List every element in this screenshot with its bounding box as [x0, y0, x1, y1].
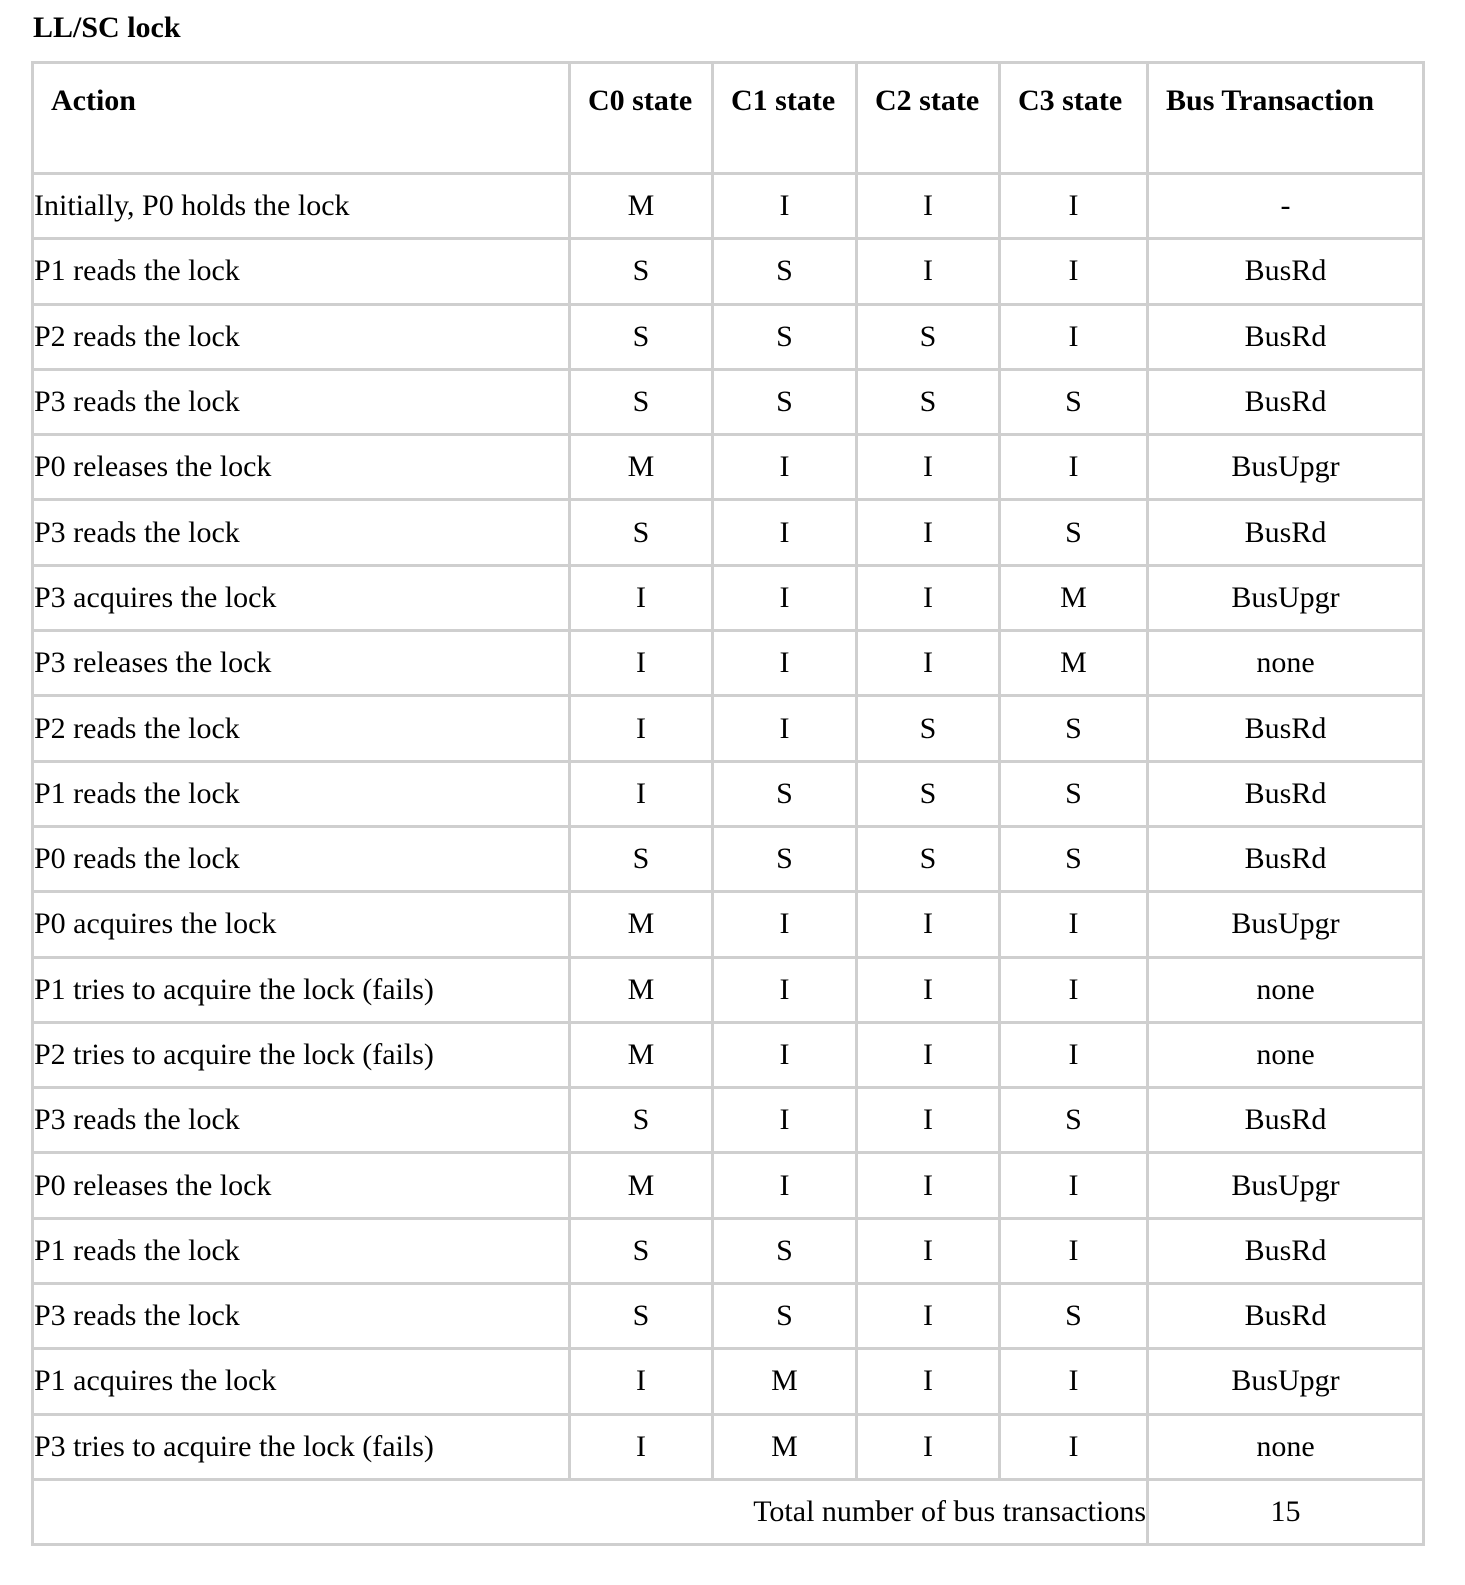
bus-transaction-cell: BusRd — [1148, 1284, 1424, 1349]
action-cell: P3 reads the lock — [33, 369, 570, 434]
table-row — [33, 826, 1424, 891]
action-cell: P0 acquires the lock — [33, 892, 570, 957]
c3-state-cell: S — [1000, 500, 1148, 565]
bus-transaction-cell: BusUpgr — [1148, 435, 1424, 500]
bus-transaction-cell: none — [1148, 1414, 1424, 1479]
c2-state-cell: I — [857, 1284, 1000, 1349]
action-cell: P2 tries to acquire the lock (fails) — [33, 1022, 570, 1087]
c1-state-cell: I — [713, 1088, 857, 1153]
c1-state-cell: S — [713, 826, 857, 891]
c3-state-cell: I — [1000, 1414, 1148, 1479]
c3-state-cell: I — [1000, 1349, 1148, 1414]
c3-state-cell: S — [1000, 761, 1148, 826]
c0-state-cell: S — [570, 826, 713, 891]
c3-state-cell: S — [1000, 1088, 1148, 1153]
c2-state-cell: I — [857, 957, 1000, 1022]
header-bus-transaction: Bus Transaction — [1148, 63, 1424, 174]
c1-state-cell: M — [713, 1414, 857, 1479]
action-cell: P3 tries to acquire the lock (fails) — [33, 1414, 570, 1479]
action-cell: P0 releases the lock — [33, 435, 570, 500]
c0-state-cell: S — [570, 1088, 713, 1153]
c2-state-cell: I — [857, 565, 1000, 630]
table-row — [33, 1284, 1424, 1349]
table-row — [33, 892, 1424, 957]
c2-state-cell: S — [857, 826, 1000, 891]
header-c1-state: C1 state — [713, 63, 857, 174]
table-row — [33, 1218, 1424, 1283]
c1-state-cell: S — [713, 304, 857, 369]
header-c2-state: C2 state — [857, 63, 1000, 174]
c0-state-cell: I — [570, 565, 713, 630]
c2-state-cell: I — [857, 1022, 1000, 1087]
table-row — [33, 631, 1424, 696]
table-row — [33, 369, 1424, 434]
c1-state-cell: S — [713, 239, 857, 304]
c0-state-cell: M — [570, 957, 713, 1022]
c3-state-cell: S — [1000, 696, 1148, 761]
c3-state-cell: I — [1000, 957, 1148, 1022]
bus-transaction-cell: BusRd — [1148, 761, 1424, 826]
c2-state-cell: S — [857, 369, 1000, 434]
c0-state-cell: I — [570, 761, 713, 826]
bus-transaction-cell: none — [1148, 631, 1424, 696]
c1-state-cell: M — [713, 1349, 857, 1414]
c2-state-cell: I — [857, 239, 1000, 304]
table-row — [33, 957, 1424, 1022]
c1-state-cell: I — [713, 696, 857, 761]
total-value: 15 — [1148, 1479, 1424, 1544]
c1-state-cell: I — [713, 631, 857, 696]
bus-transaction-cell: BusRd — [1148, 1088, 1424, 1153]
action-cell: P3 releases the lock — [33, 631, 570, 696]
c1-state-cell: I — [713, 892, 857, 957]
bus-transaction-cell: BusRd — [1148, 304, 1424, 369]
c2-state-cell: I — [857, 631, 1000, 696]
c2-state-cell: I — [857, 500, 1000, 565]
action-cell: P3 acquires the lock — [33, 565, 570, 630]
c3-state-cell: I — [1000, 1218, 1148, 1283]
c3-state-cell: S — [1000, 1284, 1148, 1349]
action-cell: P1 acquires the lock — [33, 1349, 570, 1414]
table-row — [33, 1414, 1424, 1479]
c3-state-cell: M — [1000, 565, 1148, 630]
c0-state-cell: I — [570, 1349, 713, 1414]
bus-transaction-cell: none — [1148, 1022, 1424, 1087]
table-body — [33, 174, 1424, 1480]
table-row — [33, 1153, 1424, 1218]
c0-state-cell: S — [570, 1218, 713, 1283]
total-row — [33, 1479, 1424, 1544]
c2-state-cell: S — [857, 761, 1000, 826]
c3-state-cell: I — [1000, 1153, 1148, 1218]
c1-state-cell: I — [713, 1153, 857, 1218]
bus-transaction-cell: BusUpgr — [1148, 892, 1424, 957]
bus-transaction-cell: none — [1148, 957, 1424, 1022]
action-cell: Initially, P0 holds the lock — [33, 174, 570, 239]
c2-state-cell: I — [857, 1349, 1000, 1414]
table-row — [33, 696, 1424, 761]
c2-state-cell: I — [857, 1088, 1000, 1153]
c0-state-cell: M — [570, 892, 713, 957]
c3-state-cell: I — [1000, 304, 1148, 369]
header-c0-state: C0 state — [570, 63, 713, 174]
c1-state-cell: S — [713, 369, 857, 434]
bus-transaction-cell: BusRd — [1148, 826, 1424, 891]
c1-state-cell: I — [713, 435, 857, 500]
bus-transaction-cell: BusRd — [1148, 500, 1424, 565]
table-row — [33, 1349, 1424, 1414]
c0-state-cell: S — [570, 1284, 713, 1349]
c2-state-cell: I — [857, 1414, 1000, 1479]
c3-state-cell: M — [1000, 631, 1148, 696]
c0-state-cell: S — [570, 239, 713, 304]
c3-state-cell: S — [1000, 369, 1148, 434]
c3-state-cell: I — [1000, 239, 1148, 304]
bus-transaction-cell: BusRd — [1148, 239, 1424, 304]
c0-state-cell: I — [570, 696, 713, 761]
action-cell: P2 reads the lock — [33, 304, 570, 369]
c2-state-cell: I — [857, 1218, 1000, 1283]
c0-state-cell: I — [570, 1414, 713, 1479]
table-row — [33, 565, 1424, 630]
action-cell: P2 reads the lock — [33, 696, 570, 761]
bus-transaction-cell: BusRd — [1148, 369, 1424, 434]
c1-state-cell: S — [713, 1284, 857, 1349]
c0-state-cell: M — [570, 174, 713, 239]
bus-transaction-cell: BusRd — [1148, 696, 1424, 761]
bus-transaction-cell: BusUpgr — [1148, 565, 1424, 630]
c0-state-cell: S — [570, 304, 713, 369]
c3-state-cell: S — [1000, 826, 1148, 891]
c0-state-cell: S — [570, 369, 713, 434]
action-cell: P1 reads the lock — [33, 761, 570, 826]
table-row — [33, 239, 1424, 304]
table-row — [33, 174, 1424, 239]
c0-state-cell: M — [570, 1022, 713, 1087]
action-cell: P1 tries to acquire the lock (fails) — [33, 957, 570, 1022]
document-title: LL/SC lock — [33, 11, 181, 44]
c2-state-cell: I — [857, 435, 1000, 500]
table-row — [33, 435, 1424, 500]
bus-transaction-cell: - — [1148, 174, 1424, 239]
action-cell: P3 reads the lock — [33, 500, 570, 565]
c2-state-cell: S — [857, 696, 1000, 761]
c3-state-cell: I — [1000, 174, 1148, 239]
table-row — [33, 304, 1424, 369]
action-cell: P0 reads the lock — [33, 826, 570, 891]
c0-state-cell: M — [570, 1153, 713, 1218]
action-cell: P3 reads the lock — [33, 1284, 570, 1349]
c1-state-cell: I — [713, 565, 857, 630]
action-cell: P1 reads the lock — [33, 239, 570, 304]
bus-transaction-cell: BusUpgr — [1148, 1153, 1424, 1218]
c1-state-cell: S — [713, 761, 857, 826]
c1-state-cell: I — [713, 957, 857, 1022]
c2-state-cell: I — [857, 174, 1000, 239]
table-row — [33, 1022, 1424, 1087]
header-row — [33, 63, 1424, 174]
table-row — [33, 761, 1424, 826]
bus-transaction-cell: BusUpgr — [1148, 1349, 1424, 1414]
c1-state-cell: I — [713, 174, 857, 239]
c0-state-cell: M — [570, 435, 713, 500]
table-row — [33, 1088, 1424, 1153]
c3-state-cell: I — [1000, 892, 1148, 957]
total-label: Total number of bus transactions — [33, 1479, 1148, 1544]
table-row — [33, 500, 1424, 565]
c2-state-cell: I — [857, 1153, 1000, 1218]
header-c3-state: C3 state — [1000, 63, 1148, 174]
c1-state-cell: I — [713, 500, 857, 565]
c3-state-cell: I — [1000, 1022, 1148, 1087]
ll-sc-lock-table — [31, 61, 1425, 1546]
c0-state-cell: S — [570, 500, 713, 565]
action-cell: P3 reads the lock — [33, 1088, 570, 1153]
action-cell: P1 reads the lock — [33, 1218, 570, 1283]
c1-state-cell: I — [713, 1022, 857, 1087]
c1-state-cell: S — [713, 1218, 857, 1283]
header-action: Action — [33, 63, 570, 174]
c2-state-cell: I — [857, 892, 1000, 957]
c2-state-cell: S — [857, 304, 1000, 369]
c0-state-cell: I — [570, 631, 713, 696]
action-cell: P0 releases the lock — [33, 1153, 570, 1218]
bus-transaction-cell: BusRd — [1148, 1218, 1424, 1283]
c3-state-cell: I — [1000, 435, 1148, 500]
